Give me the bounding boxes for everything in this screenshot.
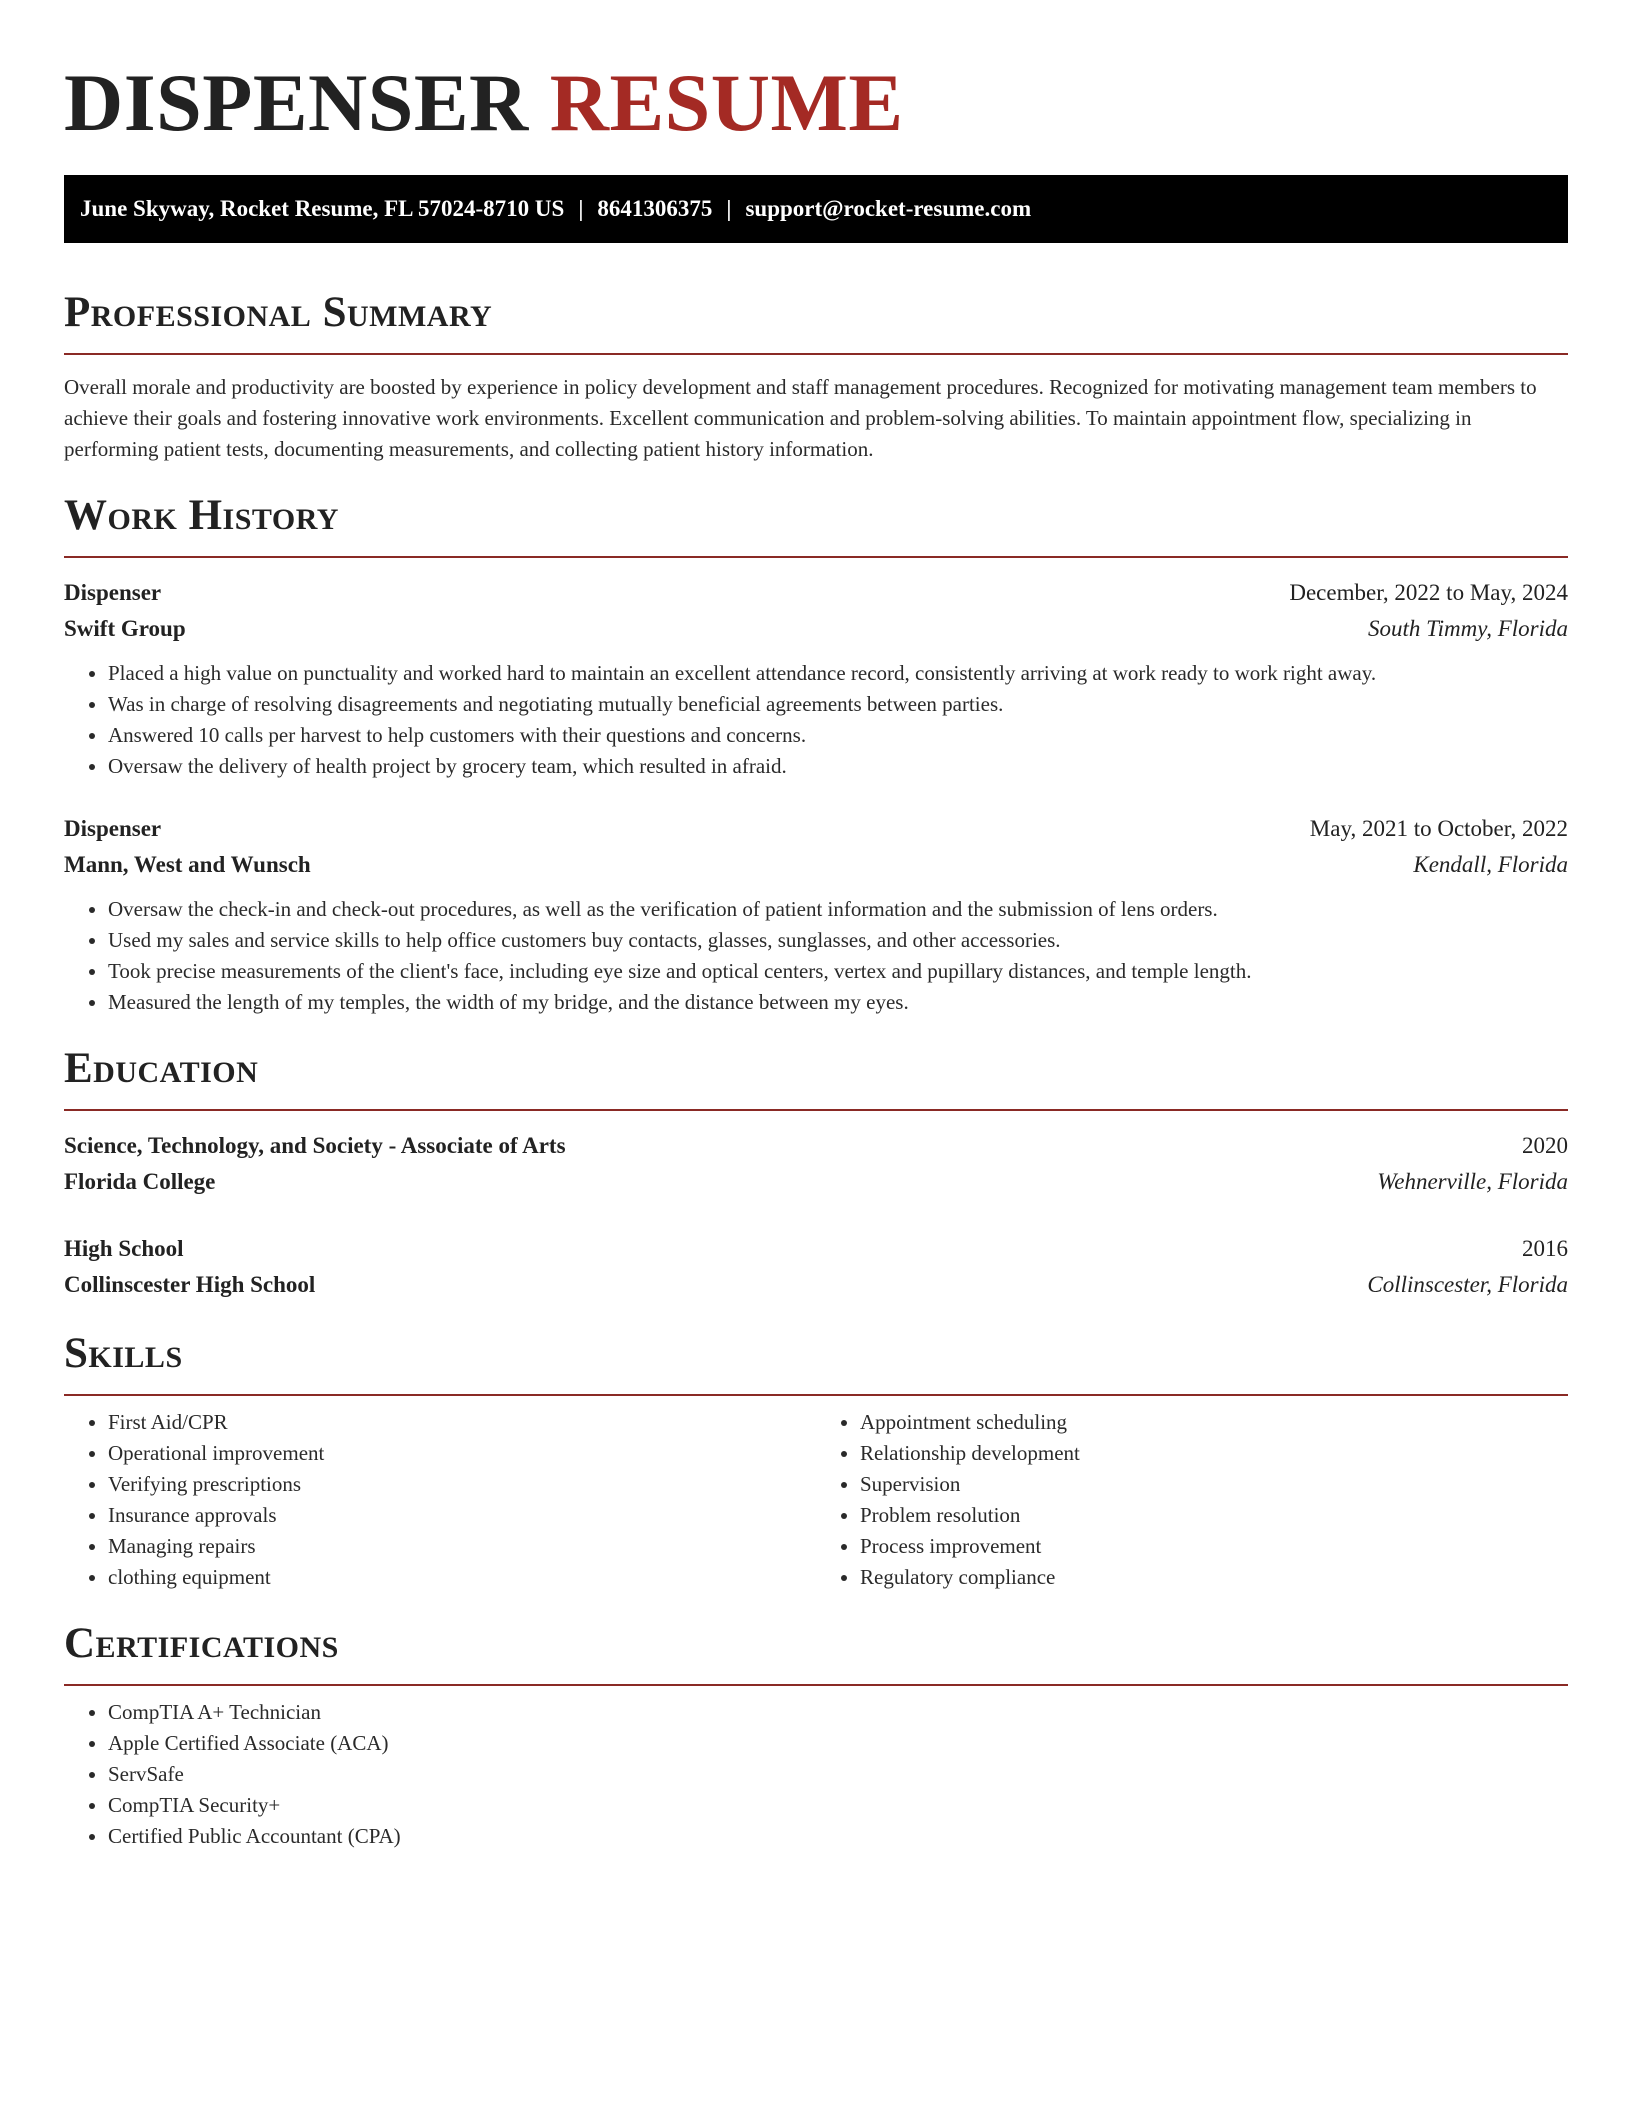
list-item: • Apple Certified Associate (ACA) [108,1728,1568,1759]
skills-columns [64,1396,1568,1593]
job-location: South Timmy, Florida [1368,616,1568,641]
job-title: Dispenser [64,580,162,605]
skills-list-right [816,1407,1568,1593]
list-item: • Managing repairs [108,1531,816,1562]
list-item: • Regulatory compliance [860,1562,1568,1593]
section-title: Professional Summary [64,289,493,336]
job-company: Mann, West and Wunsch [64,852,311,877]
job-dates: May, 2021 to October, 2022 [1309,816,1568,841]
contact-address: June Skyway, Rocket Resume, FL 57024-8710 US [80,196,565,221]
graduation-year: 2016 [1522,1236,1568,1261]
list-item: • Answered 10 calls per harvest to help customers with their questions and concerns. [108,720,1568,751]
list-item: • clothing equipment [108,1562,816,1593]
contact-bar [64,175,1568,243]
summary-section [64,287,1568,465]
job-entry [64,575,1568,782]
list-item: • CompTIA Security+ [108,1790,1568,1821]
section-divider [64,556,1568,558]
title-second-word: RESUME [549,57,904,148]
job-duties [64,658,1568,782]
list-item: • Operational improvement [108,1438,816,1469]
contact-email: support@rocket-resume.com [745,196,1032,221]
list-item: • First Aid/CPR [108,1407,816,1438]
list-item: • Certified Public Accountant (CPA) [108,1821,1568,1852]
summary-text: Overall morale and productivity are boosted by experience in policy development and staff management procedures. Recognized for motivating management team members to achieve their goals and fostering innovative work environments. Excellent communication and problem-solving abilities. To maintain appointment flow, specializing in performing patient tests, documenting measurements, and collecting patient history information. [64,375,1537,461]
contact-phone: 8641306375 [597,196,713,221]
school-location: Collinscester, Florida [1367,1272,1568,1297]
resume-title [64,0,1568,152]
list-item: • Used my sales and service skills to help office customers buy contacts, glasses, sunglasses, and other accessories. [108,925,1568,956]
section-title: Skills [64,1330,183,1377]
section-divider [64,353,1568,355]
list-item: • Relationship development [860,1438,1568,1469]
job-title: Dispenser [64,816,162,841]
contact-separator: | [726,196,732,221]
school-name: Florida College [64,1169,216,1194]
list-item: • Was in charge of resolving disagreements and negotiating mutually beneficial agreements between parties. [108,689,1568,720]
section-title: Certifications [64,1620,339,1667]
job-duties [64,894,1568,1018]
title-first-word: DISPENSER [64,57,529,148]
list-item: • Measured the length of my temples, the width of my bridge, and the distance between my eyes. [108,987,1568,1018]
job-company: Swift Group [64,616,186,641]
job-dates: December, 2022 to May, 2024 [1289,580,1568,605]
section-divider [64,1109,1568,1111]
school-name: Collinscester High School [64,1272,316,1297]
list-item: • Appointment scheduling [860,1407,1568,1438]
list-item: • Oversaw the check-in and check-out procedures, as well as the verification of patient information and the submission of lens orders. [108,894,1568,925]
job-location: Kendall, Florida [1413,852,1568,877]
list-item: • ServSafe [108,1759,1568,1790]
education-entry [64,1128,1568,1200]
job-entry [64,811,1568,1018]
education-entry [64,1231,1568,1303]
contact-separator: | [578,196,584,221]
skills-section [64,1328,1568,1593]
education-section [64,1043,1568,1303]
school-location: Wehnerville, Florida [1377,1169,1568,1194]
list-item: • Supervision [860,1469,1568,1500]
section-title: Education [64,1045,259,1092]
list-item: • Verifying prescriptions [108,1469,816,1500]
list-item: • CompTIA A+ Technician [108,1697,1568,1728]
list-item: • Oversaw the delivery of health project by grocery team, which resulted in afraid. [108,751,1568,782]
graduation-year: 2020 [1522,1133,1568,1158]
certifications-section [64,1618,1568,1852]
work-history-section [64,490,1568,1018]
list-item: • Insurance approvals [108,1500,816,1531]
list-item: • Process improvement [860,1531,1568,1562]
degree-name: High School [64,1236,184,1261]
skills-list-left [64,1407,816,1593]
certifications-list [64,1697,1568,1852]
section-title: Work History [64,492,339,539]
list-item: • Took precise measurements of the client's face, including eye size and optical centers, vertex and pupillary distances, and temple length. [108,956,1568,987]
list-item: • Problem resolution [860,1500,1568,1531]
degree-name: Science, Technology, and Society - Associate of Arts [64,1133,566,1158]
section-divider [64,1684,1568,1686]
list-item: • Placed a high value on punctuality and worked hard to maintain an excellent attendance record, consistently arriving at work ready to work right away. [108,658,1568,689]
